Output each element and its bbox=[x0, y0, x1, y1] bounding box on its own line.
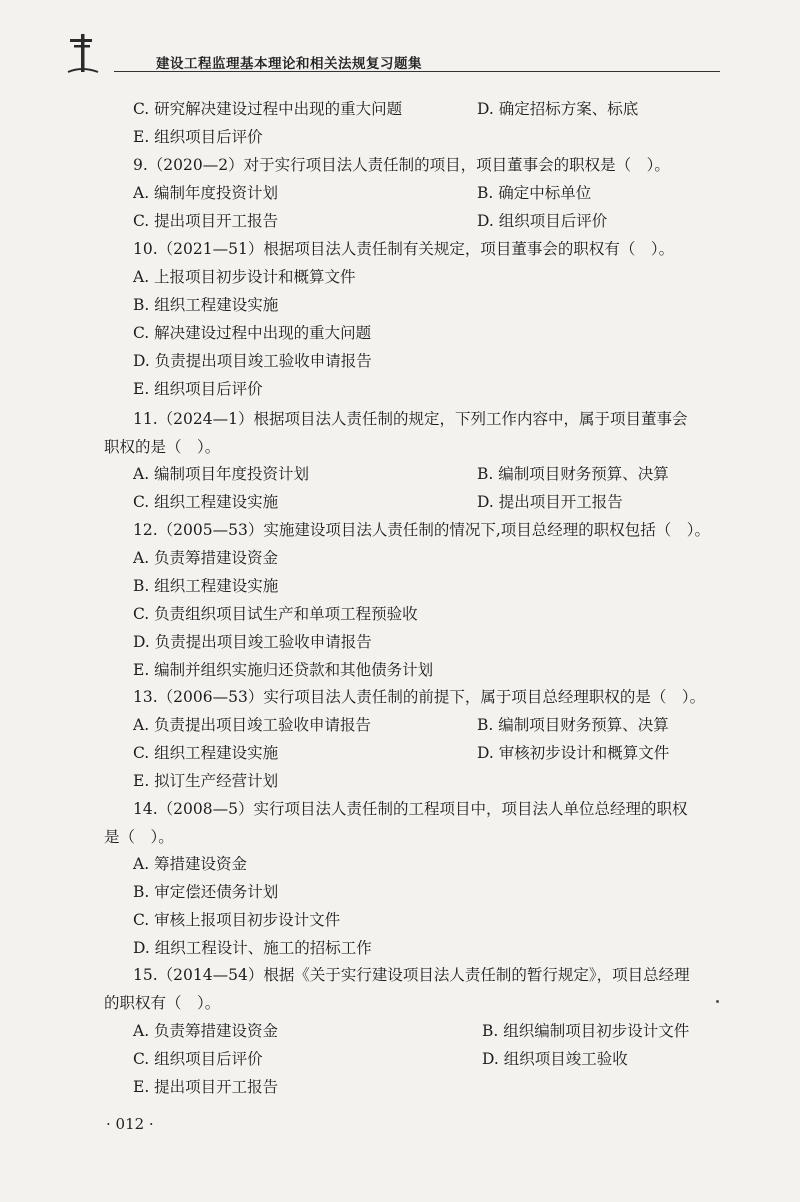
option-e: E. 提出项目开工报告 bbox=[133, 1078, 279, 1096]
option-d: D. 审核初步设计和概算文件 bbox=[477, 744, 670, 762]
option-b: B. 组织工程建设实施 bbox=[133, 296, 279, 314]
option-e: E. 组织项目后评价 bbox=[133, 380, 263, 398]
question-13-stem: 13.（2006—53）实行项目法人责任制的前提下，属于项目总经理职权的是（ ）。 bbox=[133, 688, 706, 706]
option-d: D. 负责提出项目竣工验收申请报告 bbox=[133, 633, 372, 651]
option-c: C. 组织工程建设实施 bbox=[133, 493, 279, 511]
option-d: D. 提出项目开工报告 bbox=[477, 493, 623, 511]
print-speck bbox=[716, 1000, 719, 1003]
option-a: A. 筹措建设资金 bbox=[133, 855, 248, 873]
option-b: B. 编制项目财务预算、决算 bbox=[477, 716, 669, 734]
option-d: D. 组织工程设计、施工的招标工作 bbox=[133, 939, 372, 957]
question-11-stem-cont: 职权的是（ ）。 bbox=[104, 438, 221, 456]
option-b: B. 组织编制项目初步设计文件 bbox=[482, 1022, 690, 1040]
option-b: B. 审定偿还债务计划 bbox=[133, 883, 279, 901]
question-10-stem: 10.（2021—51）根据项目法人责任制有关规定，项目董事会的职权有（ ）。 bbox=[133, 240, 675, 258]
option-c: C. 组织工程建设实施 bbox=[133, 744, 279, 762]
option-a: A. 上报项目初步设计和概算文件 bbox=[133, 268, 356, 286]
option-a: A. 负责筹措建设资金 bbox=[133, 549, 279, 567]
option-b: B. 确定中标单位 bbox=[477, 184, 592, 202]
question-9-stem: 9.（2020—2）对于实行项目法人责任制的项目，项目董事会的职权是（ ）。 bbox=[133, 156, 670, 174]
option-a: A. 编制项目年度投资计划 bbox=[133, 465, 310, 483]
question-12-stem: 12.（2005—53）实施建设项目法人责任制的情况下,项目总经理的职权包括（ ）。 bbox=[133, 521, 710, 539]
option-a: A. 负责筹措建设资金 bbox=[133, 1022, 279, 1040]
book-signpost-logo bbox=[64, 30, 104, 74]
option-d: D. 负责提出项目竣工验收申请报告 bbox=[133, 352, 372, 370]
option-e: E. 编制并组织实施归还贷款和其他债务计划 bbox=[133, 661, 434, 679]
option-c: C. 负责组织项目试生产和单项工程预验收 bbox=[133, 605, 418, 623]
page-header bbox=[60, 30, 720, 74]
option-b: B. 组织工程建设实施 bbox=[133, 577, 279, 595]
option-c: C. 提出项目开工报告 bbox=[133, 212, 279, 230]
header-title: 建设工程监理基本理论和相关法规复习题集 bbox=[156, 56, 422, 72]
option-c: C. 解决建设过程中出现的重大问题 bbox=[133, 324, 372, 342]
question-11-stem: 11.（2024—1）根据项目法人责任制的规定，下列工作内容中，属于项目董事会 bbox=[133, 410, 688, 428]
option-e: E. 拟订生产经营计划 bbox=[133, 772, 279, 790]
option-a: A. 编制年度投资计划 bbox=[133, 184, 279, 202]
option-e: E. 组织项目后评价 bbox=[133, 128, 263, 146]
option-d: D. 确定招标方案、标底 bbox=[477, 100, 639, 118]
option-a: A. 负责提出项目竣工验收申请报告 bbox=[133, 716, 372, 734]
question-14-stem: 14.（2008—5）实行项目法人责任制的工程项目中，项目法人单位总经理的职权 bbox=[133, 800, 688, 818]
option-c: C. 审核上报项目初步设计文件 bbox=[133, 911, 341, 929]
question-14-stem-cont: 是（ ）。 bbox=[104, 828, 174, 846]
page-number: · 012 · bbox=[106, 1115, 154, 1133]
option-b: B. 编制项目财务预算、决算 bbox=[477, 465, 669, 483]
option-d: D. 组织项目后评价 bbox=[477, 212, 608, 230]
option-c: C. 组织项目后评价 bbox=[133, 1050, 263, 1068]
question-15-stem-cont: 的职权有（ ）。 bbox=[104, 994, 221, 1012]
question-15-stem: 15.（2014—54）根据《关于实行建设项目法人责任制的暂行规定》，项目总经理 bbox=[133, 966, 690, 984]
option-c: C. 研究解决建设过程中出现的重大问题 bbox=[133, 100, 403, 118]
option-d: D. 组织项目竣工验收 bbox=[482, 1050, 628, 1068]
header-rule bbox=[114, 71, 720, 72]
